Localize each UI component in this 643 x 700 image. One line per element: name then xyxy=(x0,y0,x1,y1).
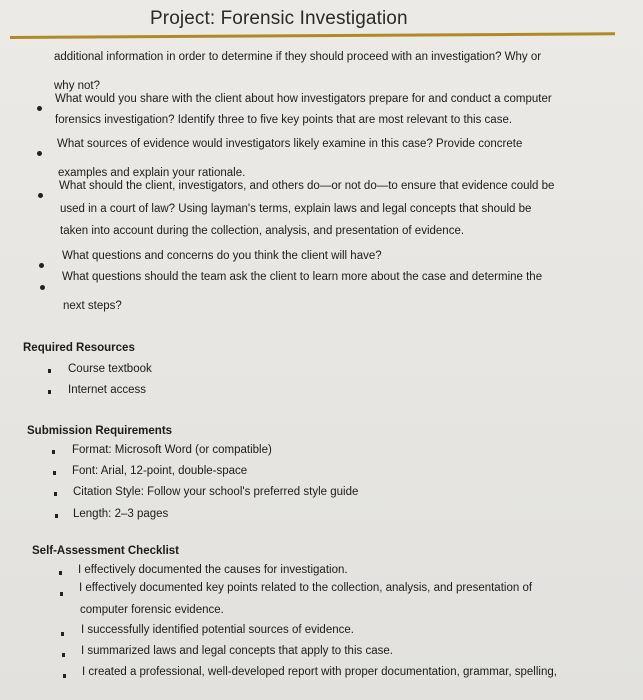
question-line: examples and explain your rationale. xyxy=(58,167,246,179)
square-bullet-icon xyxy=(61,632,64,636)
submission-item: Format: Microsoft Word (or compatible) xyxy=(72,444,272,456)
question-line: What sources of evidence would investigators likely examine in this case? Provide concrete xyxy=(57,138,523,150)
square-bullet-icon xyxy=(52,450,55,454)
bullet-icon xyxy=(37,151,42,156)
checklist-item: I effectively documented the causes for investigation. xyxy=(78,564,348,576)
resource-item: Internet access xyxy=(68,384,146,396)
checklist-item: I effectively documented key points related to the collection, analysis, and presentation of xyxy=(79,582,533,594)
bullet-icon xyxy=(39,263,44,268)
intro-line: why not? xyxy=(54,80,101,92)
bullet-icon xyxy=(40,285,45,290)
resource-item: Course textbook xyxy=(68,363,152,375)
question-line: used in a court of law? Using layman's terms, explain laws and legal concepts that should be xyxy=(60,203,532,215)
question-line: What would you share with the client about how investigators prepare for and conduct a computer xyxy=(55,93,552,105)
submission-item: Font: Arial, 12-point, double-space xyxy=(72,465,248,477)
question-line: What should the client, investigators, and others do—or not do—to ensure that evidence could be xyxy=(59,180,555,192)
page-title: Project: Forensic Investigation xyxy=(150,8,408,29)
question-line: What questions and concerns do you think the client will have? xyxy=(62,250,382,262)
submission-item: Citation Style: Follow your school's preferred style guide xyxy=(73,486,359,498)
square-bullet-icon xyxy=(54,492,57,496)
question-line: next steps? xyxy=(63,300,122,312)
square-bullet-icon xyxy=(53,471,56,475)
square-bullet-icon xyxy=(60,592,63,596)
checklist-item: computer forensic evidence. xyxy=(80,604,224,616)
section-heading-submission: Submission Requirements xyxy=(27,425,173,437)
question-line: taken into account during the collection, analysis, and presentation of evidence. xyxy=(60,225,465,237)
square-bullet-icon xyxy=(48,369,51,373)
checklist-item: I created a professional, well-developed report with proper documentation, grammar, spelling, xyxy=(82,666,557,678)
question-line: forensics investigation? Identify three to five key points that are most relevant to this case. xyxy=(55,114,513,126)
square-bullet-icon xyxy=(62,653,65,657)
square-bullet-icon xyxy=(59,571,62,575)
section-heading-checklist: Self-Assessment Checklist xyxy=(32,545,180,557)
intro-line: additional information in order to determine if they should proceed with an investigation? Why or xyxy=(54,51,542,63)
square-bullet-icon xyxy=(48,390,51,394)
square-bullet-icon xyxy=(55,514,58,518)
bullet-icon xyxy=(37,106,42,111)
square-bullet-icon xyxy=(63,674,66,678)
checklist-item: I summarized laws and legal concepts that apply to this case. xyxy=(81,645,393,657)
checklist-item: I successfully identified potential sources of evidence. xyxy=(81,624,354,636)
submission-item: Length: 2–3 pages xyxy=(73,508,169,520)
bullet-icon xyxy=(38,193,43,198)
header-divider xyxy=(10,32,615,39)
question-line: What questions should the team ask the client to learn more about the case and determine the xyxy=(62,271,543,283)
section-heading-resources: Required Resources xyxy=(23,342,135,354)
